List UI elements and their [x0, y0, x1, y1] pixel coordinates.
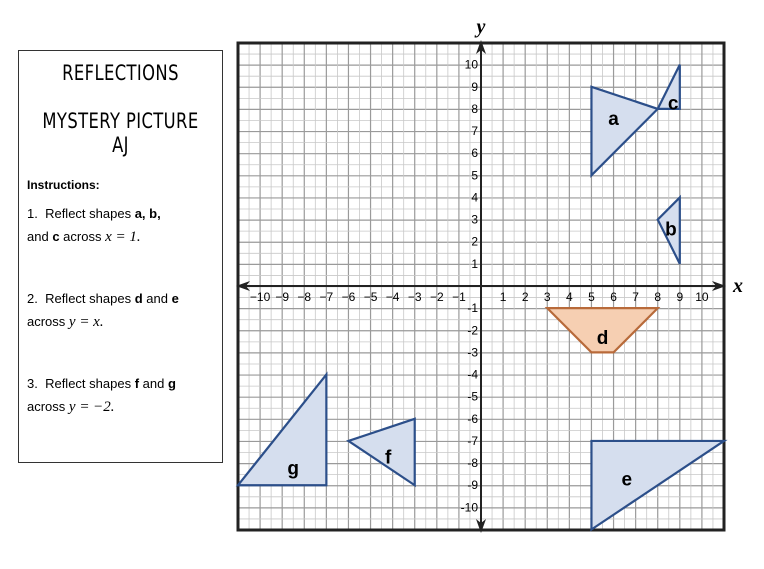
y-tick-label: -3	[467, 345, 478, 360]
worksheet-title: REFLECTIONS	[62, 61, 179, 85]
y-axis-label: y	[476, 16, 486, 38]
instruction-step-3: 3. Reflect shapes f and g across y = −2.	[27, 376, 176, 415]
shape-label-d: d	[596, 327, 609, 349]
y-tick-label: -5	[467, 389, 478, 404]
shape-label-e: e	[621, 469, 633, 491]
instruction-step-1: 1. Reflect shapes a, b, and c across x = 1.	[27, 206, 161, 245]
y-tick-label: 2	[471, 234, 478, 249]
y-tick-label: 9	[471, 79, 478, 94]
x-tick-label: −3	[407, 290, 422, 304]
instruction-step-2: 2. Reflect shapes d and e across y = x.	[27, 291, 179, 330]
x-axis-label: x	[733, 275, 743, 297]
y-tick-label: -4	[467, 367, 478, 382]
y-tick-label: 5	[471, 168, 478, 183]
reflection-line-eq: x = 1.	[105, 229, 141, 245]
x-tick-label: 5	[588, 290, 595, 304]
x-tick-label: −2	[429, 290, 444, 304]
x-tick-label: 2	[521, 290, 529, 304]
y-tick-label: 8	[471, 101, 478, 116]
y-tick-label: -9	[467, 478, 478, 493]
x-tick-label: −10	[249, 290, 271, 304]
x-tick-label: 6	[610, 290, 617, 304]
y-tick-label: 6	[471, 146, 478, 161]
x-tick-label: 9	[676, 290, 684, 304]
shape-label-a: a	[608, 108, 619, 130]
y-tick-label: -6	[467, 411, 478, 426]
y-tick-label: 1	[471, 256, 478, 271]
x-tick-label: 1	[499, 290, 507, 304]
x-tick-label: −7	[319, 290, 334, 304]
y-tick-label: 7	[471, 124, 478, 139]
instructions-label: Instructions:	[27, 178, 100, 192]
x-tick-label: −6	[341, 290, 356, 304]
y-tick-label: 10	[464, 57, 478, 72]
x-tick-label: 4	[566, 290, 573, 304]
x-tick-label: 8	[654, 290, 662, 304]
x-tick-label: 10	[695, 290, 709, 304]
x-tick-label: −4	[385, 290, 400, 304]
x-tick-label: −5	[363, 290, 378, 304]
y-tick-label: -2	[467, 323, 478, 338]
shape-label-f: f	[385, 447, 392, 469]
y-tick-label: 4	[471, 190, 478, 205]
x-tick-label: −1	[452, 290, 466, 304]
y-tick-label: 3	[471, 212, 478, 227]
y-tick-label: -7	[467, 433, 478, 448]
reflection-line-eq: y = −2.	[68, 399, 115, 415]
y-tick-label: -8	[467, 456, 478, 471]
x-tick-label: −9	[275, 290, 290, 304]
y-tick-label: -10	[460, 500, 478, 515]
reflection-line-eq: y = x.	[68, 314, 104, 330]
y-tick-label: -1	[467, 301, 478, 316]
x-tick-label: 3	[543, 290, 551, 304]
x-tick-label: −8	[297, 290, 312, 304]
shape-label-g: g	[287, 458, 300, 480]
shape-label-c: c	[667, 93, 679, 115]
shape-label-b: b	[665, 219, 677, 241]
worksheet-subtitle: MYSTERY PICTURE AJ	[42, 109, 199, 157]
x-tick-label: 7	[632, 290, 639, 304]
